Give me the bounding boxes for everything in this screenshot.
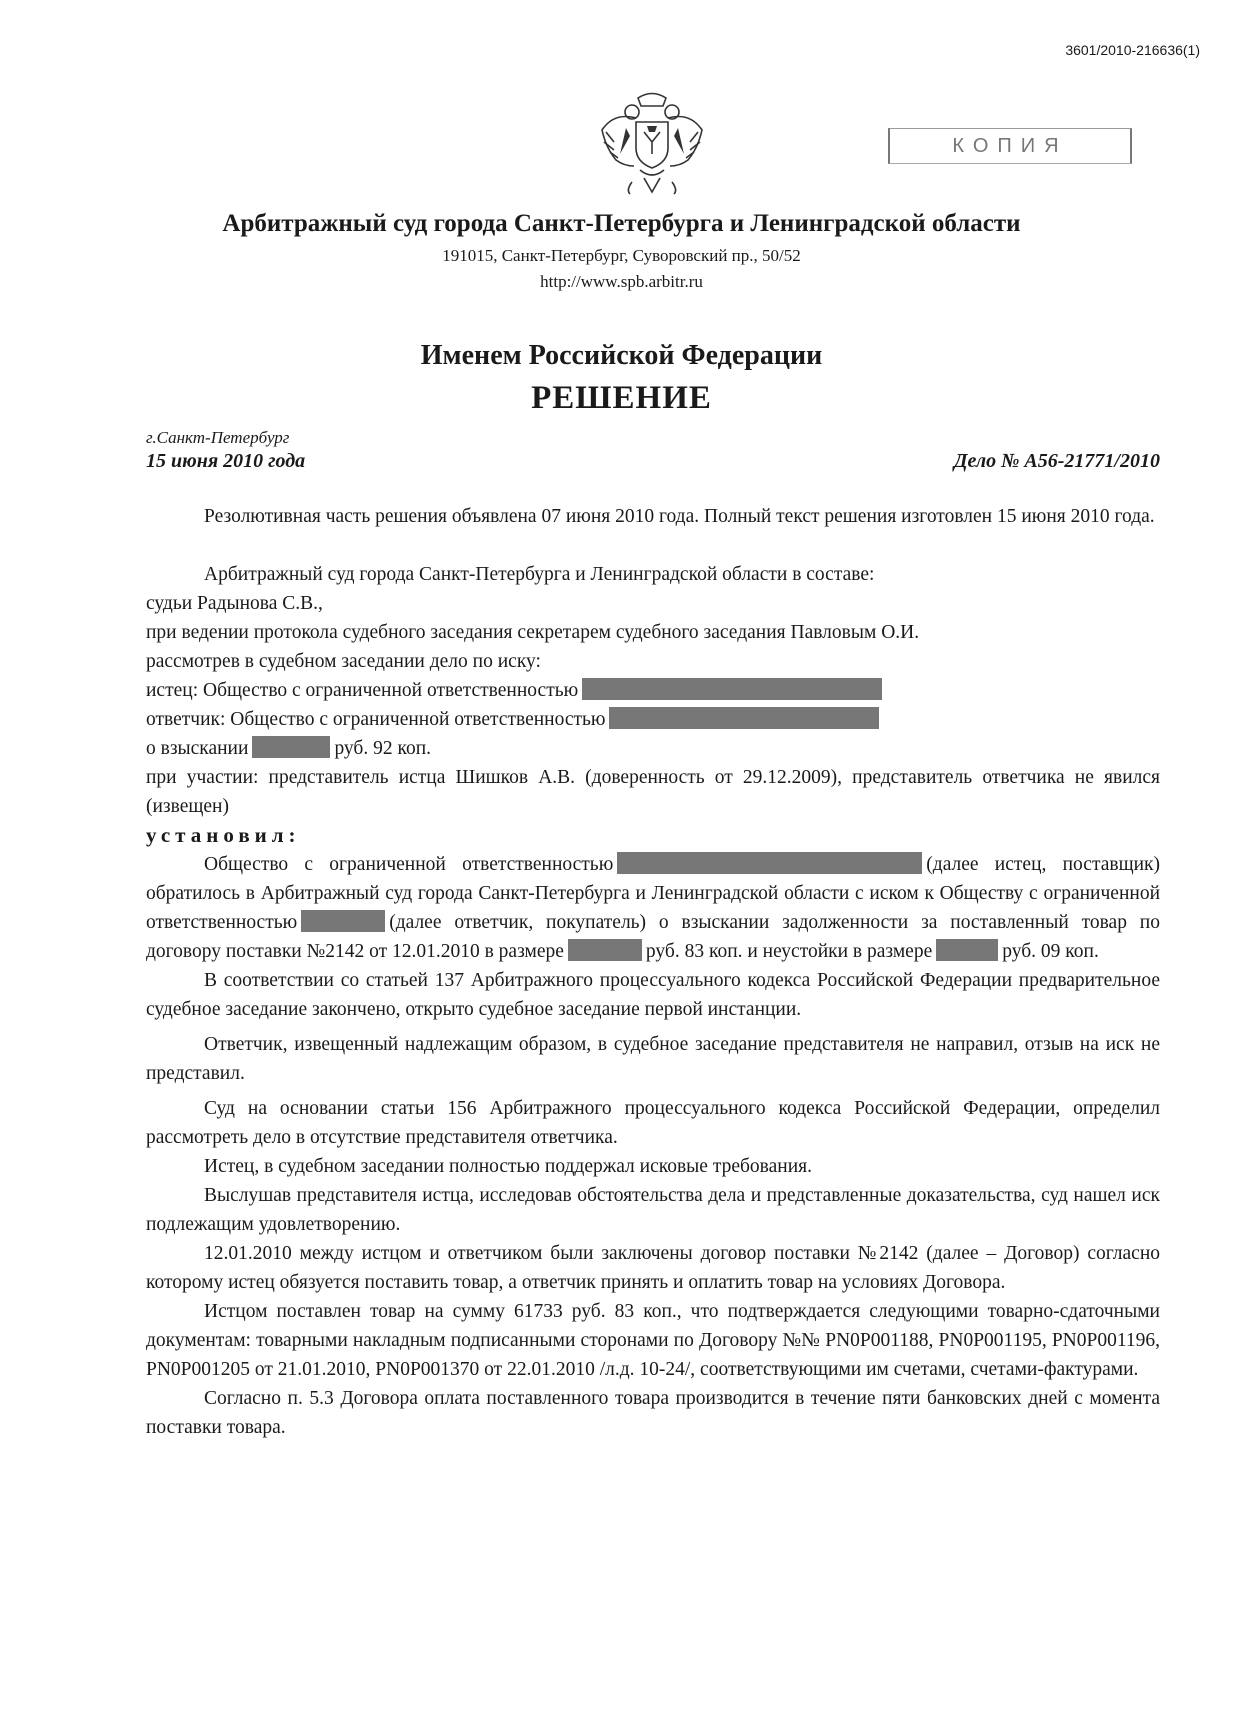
plaintiff-supported-paragraph: Истец, в судебном заседании полностью поддержал исковые требования. (204, 1156, 812, 1177)
redaction-bar (301, 910, 385, 932)
considered-line: рассмотрев в судебном заседании дело по иску: (146, 651, 541, 672)
judge-line: судьи Радынова С.В., (146, 593, 323, 614)
defendant-line: ответчик: Общество с ограниченной ответственностью (146, 705, 1160, 734)
claim-paragraph: Общество с ограниченной ответственностью (далее истец, поставщик) обратилось в Арбитражный суд города Санкт-Петербурга и Ленинградской области с иском к Обществу с ограниченной ответственностью (далее ответчик, покупатель) о взыскании задолженности за поставленный товар по договору поставки №2142 от 12.01.2010 в размере руб. 83 коп. и неустойки в размере руб. 09 коп. (146, 854, 1160, 962)
coat-of-arms-emblem (596, 88, 708, 198)
redaction-bar (582, 678, 882, 700)
plaintiff-line: истец: Общество с ограниченной ответственностью (146, 676, 1160, 705)
redaction-bar (617, 852, 922, 874)
court-name: Арбитражный суд города Санкт-Петербурга и Ленинградской области (222, 210, 1021, 237)
defendant-absent-paragraph: Ответчик, извещенный надлежащим образом, в судебное заседание представителя не направил, отзыв на иск не представил. (146, 1034, 1160, 1084)
redaction-bar (609, 707, 879, 729)
decision-date: 15 июня 2010 года (146, 450, 306, 472)
court-website: http://www.spb.arbitr.ru (540, 272, 703, 291)
redaction-bar (252, 736, 330, 758)
redaction-bar (936, 939, 998, 961)
claim-line: о взыскании руб. 92 коп. (146, 738, 432, 759)
document-body (146, 502, 1160, 1442)
court-finding-paragraph: Выслушав представителя истца, исследовав обстоятельства дела и представленные доказательства, суд нашел иск подлежащим удовлетворению. (146, 1185, 1160, 1235)
redaction-bar (568, 939, 642, 961)
court-composition: Арбитражный суд города Санкт-Петербурга и Ленинградской области в составе: (204, 564, 875, 585)
participation-line: при участии: представитель истца Шишков А.В. (доверенность от 29.12.2009), представитель ответчика не явился (извещен) (146, 767, 1160, 817)
contract-paragraph: 12.01.2010 между истцом и ответчиком были заключены договор поставки №2142 (далее – Договор) согласно которому истец обязуется поставить товар, а ответчик принять и оплатить товар на условиях Договора. (146, 1243, 1160, 1293)
article-137-paragraph: В соответствии со статьей 137 Арбитражного процессуального кодекса Российской Федерации предварительное судебное заседание закончено, открыто судебное заседание первой инстанции. (146, 970, 1160, 1020)
court-address: 191015, Санкт-Петербург, Суворовский пр., 50/52 (442, 246, 801, 265)
case-number: Дело № А56-21771/2010 (953, 450, 1160, 472)
announcement-paragraph: Резолютивная часть решения объявлена 07 июня 2010 года. Полный текст решения изготовлен 15 июня 2010 года. (204, 506, 1155, 527)
established-heading: установил: (146, 823, 301, 847)
name-of-federation: Именем Российской Федерации (420, 340, 823, 371)
secretary-line: при ведении протокола судебного заседания секретарем судебного заседания Павловым О.И. (146, 622, 920, 643)
payment-terms-paragraph: Согласно п. 5.3 Договора оплата поставленного товара производится в течение пяти банковских дней с момента поставки товара. (146, 1388, 1160, 1438)
document-number: 3601/2010-216636(1) (1065, 42, 1200, 58)
delivery-paragraph: Истцом поставлен товар на сумму 61733 руб. 83 коп., что подтверждается следующими товарно-сдаточными документам: товарными накладным подписанными сторонами по Договору №№ PN0P001188, PN0P001195, PN0P001196, PN0P001205 от 21.01.2010, PN0P001370 от 22.01.2010 /л.д. 10-24/, соответствующими им счетами, счетами-фактурами. (146, 1301, 1160, 1380)
copy-stamp: КОПИЯ (888, 128, 1132, 164)
city: г.Санкт-Петербург (146, 428, 290, 447)
decision-title: РЕШЕНИЕ (531, 380, 712, 416)
article-156-paragraph: Суд на основании статьи 156 Арбитражного процессуального кодекса Российской Федерации, определил рассмотреть дело в отсутствие представителя ответчика. (146, 1098, 1160, 1148)
